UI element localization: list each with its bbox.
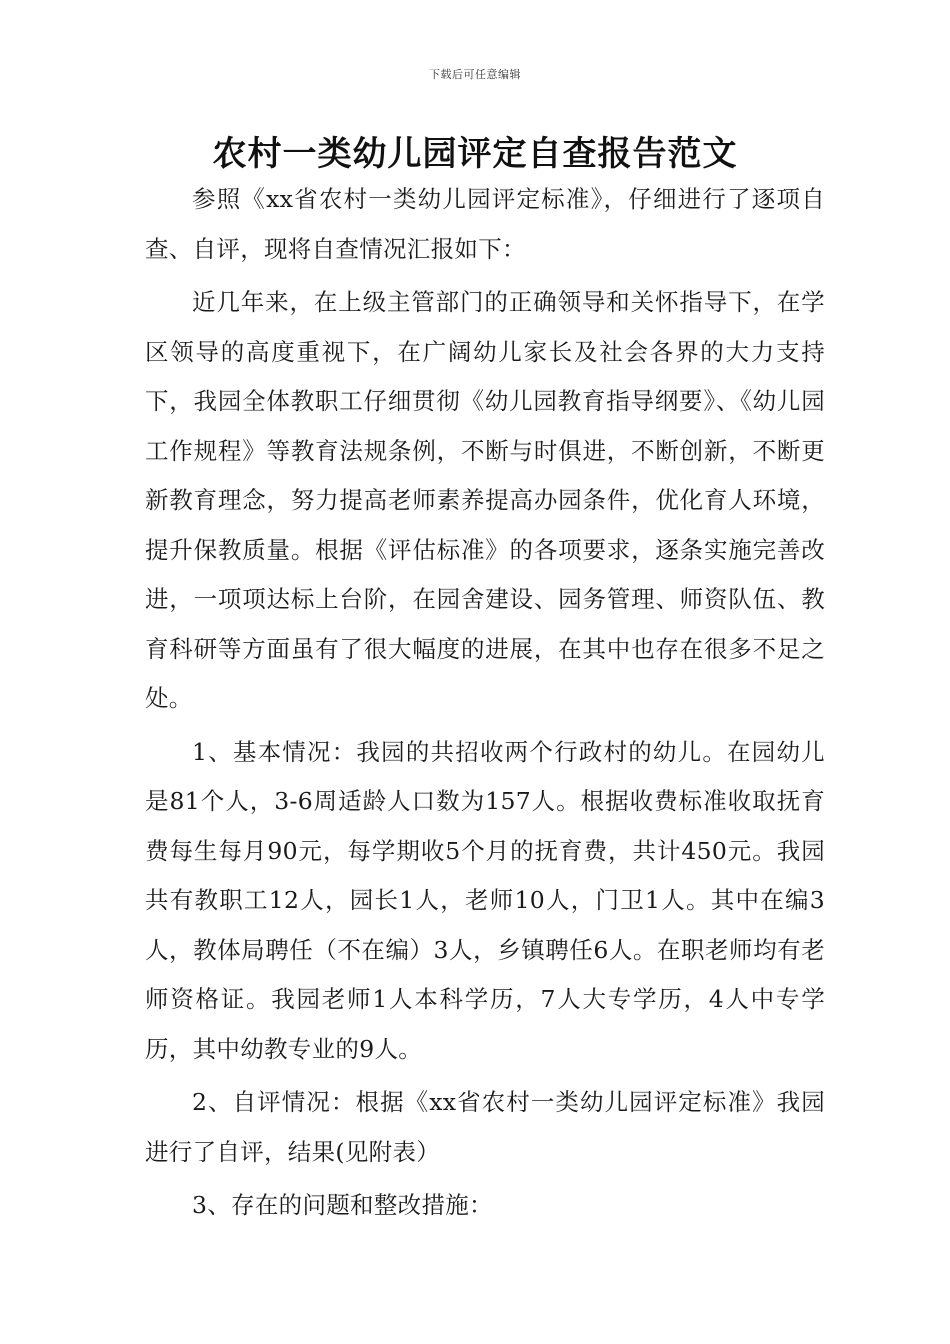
paragraph-overview: 近几年来，在上级主管部门的正确领导和关怀指导下，在学区领导的高度重视下，在广阔幼儿家长及社会各界的大力支持下，我园全体教职工仔细贯彻《幼儿园教育指导纲要》、《幼儿园工作规程》等教育法规条例，不断与时俱进，不断创新，不断更新教育理念，努力提高老师素养提高办园条件，优化育人环境，提升保教质量。根据《评估标准》的各项要求，逐条实施完善改进，一项项达标上台阶，在园舍建设、园务管理、师资队伍、教育科研等方面虽有了很大幅度的进展，在其中也存在很多不足之处。	[145, 288, 825, 712]
document-title: 农村一类幼儿园评定自查报告范文	[212, 134, 738, 174]
document-body	[145, 175, 825, 1231]
paragraph-self-evaluation: 2、自评情况：根据《xx省农村一类幼儿园评定标准》我园进行了自评，结果(见附表）	[145, 1088, 825, 1166]
header-note: 下载后可任意编辑	[429, 68, 521, 81]
paragraph-problems-heading: 3、存在的问题和整改措施：	[192, 1191, 493, 1219]
paragraph-basic-info: 1、基本情况：我园的共招收两个行政村的幼儿。在园幼儿是81个人，3-6周适龄人口数为157人。根据收费标准收取抚育费每生每月90元，每学期收5个月的抚育费，共计450元。我园共有教职工12人，园长1人，老师10人，门卫1人。其中在编3人，教体局聘任（不在编）3人，乡镇聘任6人。在职老师均有老师资格证。我园老师1人本科学历，7人大专学历，4人中专学历，其中幼教专业的9人。	[145, 737, 825, 1063]
paragraph-intro: 参照《xx省农村一类幼儿园评定标准》，仔细进行了逐项自查、自评，现将自查情况汇报如下：	[145, 185, 825, 263]
